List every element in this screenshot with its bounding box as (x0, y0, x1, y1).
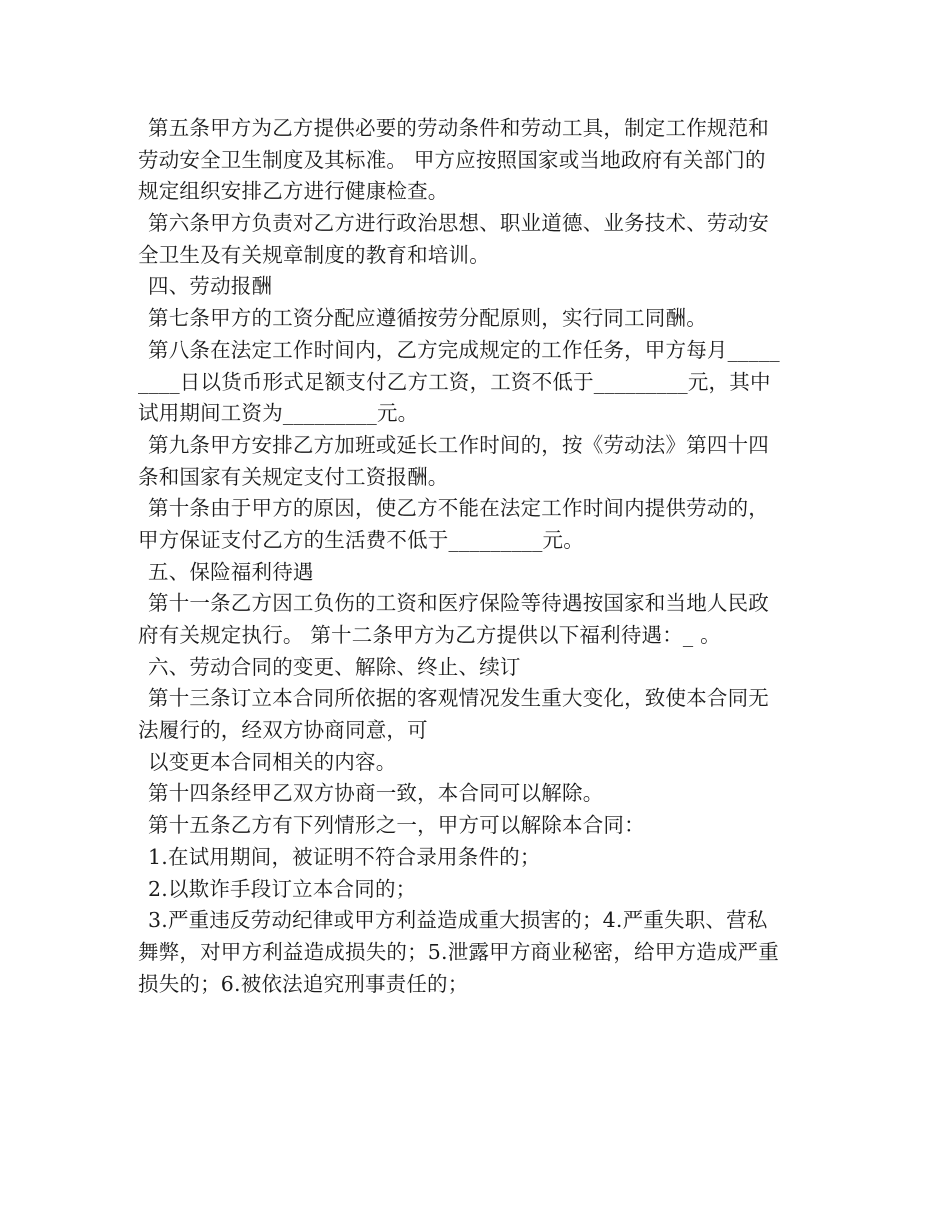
text-line: ____日以货币形式足额支付乙方工资，工资不低于_________元，其中 (138, 369, 771, 394)
section-heading: 四、劳动报酬 (148, 274, 273, 299)
text-line: 第六条甲方负责对乙方进行政治思想、职业道德、业务技术、劳动安 (148, 211, 769, 236)
text-line: 府有关规定执行。 第十二条甲方为乙方提供以下福利待遇：_ 。 (138, 623, 721, 647)
text-line: 第七条甲方的工资分配应遵循按劳分配原则，实行同工同酬。 (148, 306, 707, 331)
text-line: 全卫生及有关规章制度的教育和培训。 (138, 242, 490, 267)
text-line: 舞弊，对甲方利益造成损失的；5.泄露甲方商业秘密，给甲方造成严重 (138, 939, 779, 964)
text-line: 以变更本合同相关的内容。 (148, 749, 397, 774)
text-line: 第十五条乙方有下列情形之一，甲方可以解除本合同： (148, 813, 645, 838)
list-item: 2.以欺诈手段订立本合同的； (148, 876, 417, 901)
text-line: 甲方保证支付乙方的生活费不低于_________元。 (138, 527, 584, 552)
text-line: 规定组织安排乙方进行健康检查。 (138, 179, 449, 204)
text-line: 第十一条乙方因工负伤的工资和医疗保险等待遇按国家和当地人民政 (148, 591, 769, 616)
section-heading: 五、保险福利待遇 (148, 559, 314, 584)
text-line: 条和国家有关规定支付工资报酬。 (138, 464, 449, 489)
section-heading: 六、劳动合同的变更、解除、终止、续订 (148, 654, 521, 679)
text-line: 损失的；6.被依法追究刑事责任的； (138, 971, 469, 996)
text-line: 第十三条订立本合同所依据的客观情况发生重大变化，致使本合同无 (148, 686, 769, 711)
text-line: 第五条甲方为乙方提供必要的劳动条件和劳动工具，制定工作规范和 (148, 116, 769, 140)
list-item: 3.严重违反劳动纪律或甲方利益造成重大损害的；4.严重失职、营私 (148, 908, 768, 933)
text-line: 试用期间工资为_________元。 (138, 401, 419, 426)
text-line: 第八条在法定工作时间内，乙方完成规定的工作任务，甲方每月_____ (148, 337, 780, 362)
text-line: 第十四条经甲乙双方协商一致，本合同可以解除。 (148, 781, 604, 806)
text-line: 第十条由于甲方的原因，使乙方不能在法定工作时间内提供劳动的， (148, 496, 769, 521)
text-line: 第九条甲方安排乙方加班或延长工作时间的，按《劳动法》第四十四 (148, 432, 769, 457)
document-body (138, 113, 818, 1000)
text-line: 劳动安全卫生制度及其标准。 甲方应按照国家或当地政府有关部门的 (138, 147, 766, 172)
text-line: 法履行的，经双方协商同意，可 (138, 718, 428, 743)
list-item: 1.在试用期间，被证明不符合录用条件的； (148, 844, 541, 869)
